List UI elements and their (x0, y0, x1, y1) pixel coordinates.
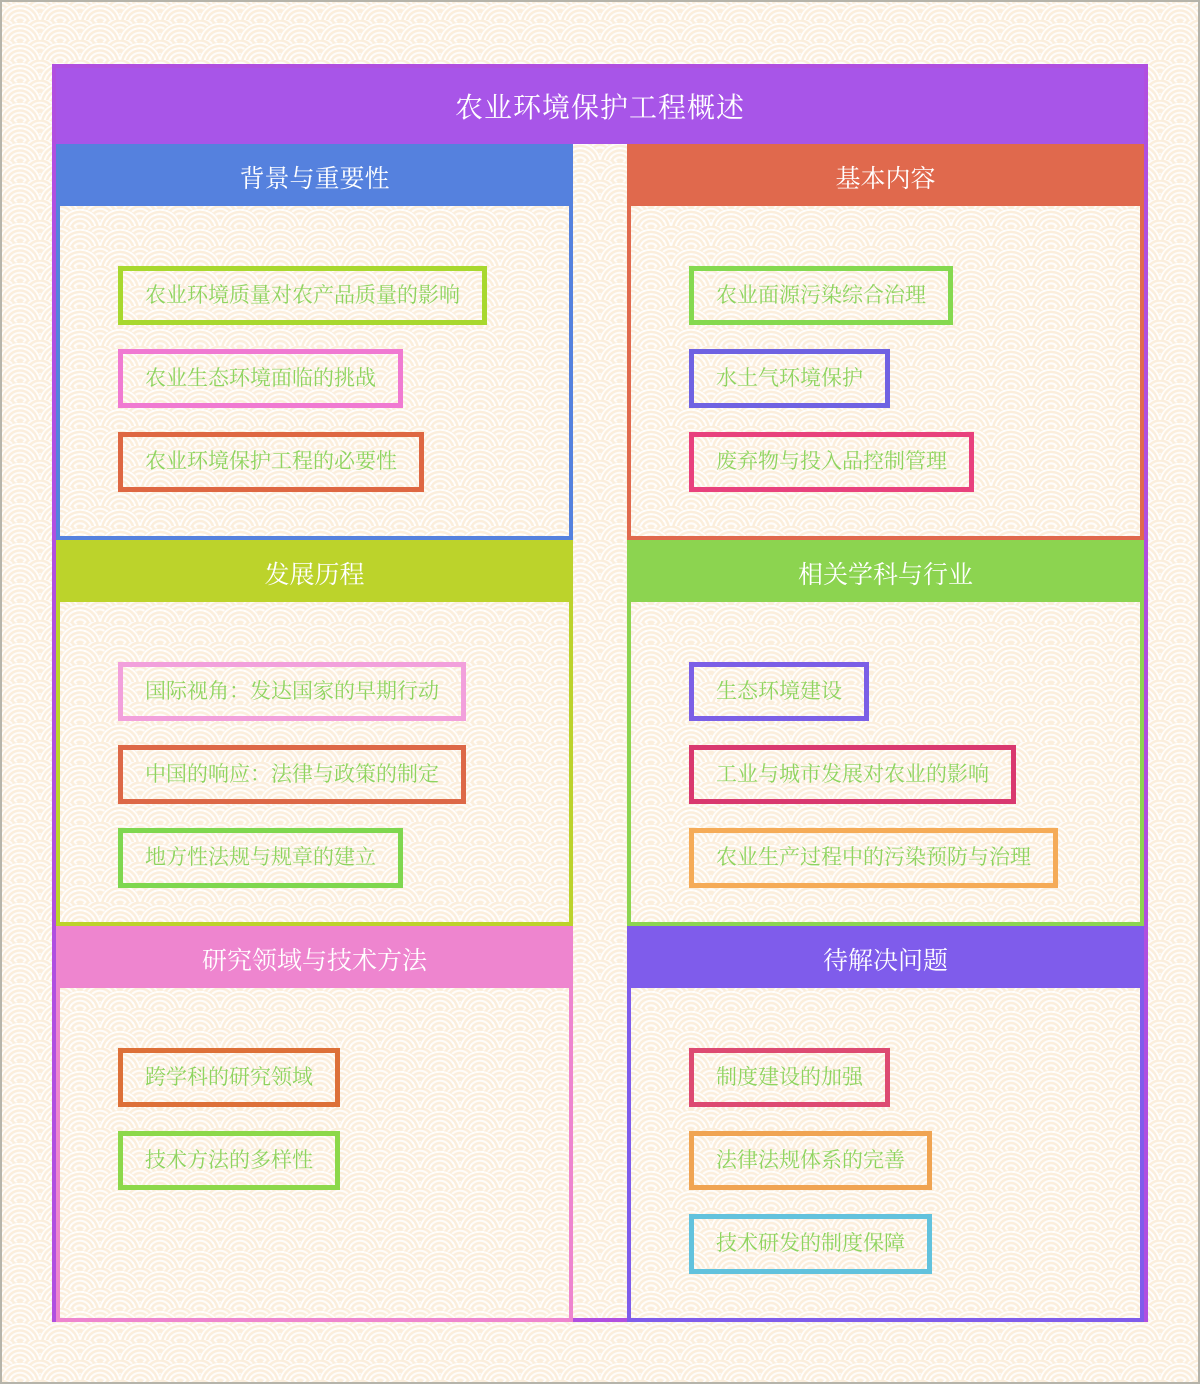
section-related-disciplines (627, 540, 1144, 926)
section-body-related-disciplines (631, 602, 1140, 922)
node-related-disciplines-2: 农业生产过程中的污染预防与治理 (689, 828, 1058, 887)
columns-wrapper (56, 144, 1144, 1322)
section-research-methods (56, 926, 573, 1322)
section-header-basic-content: 基本内容 (631, 148, 1140, 206)
section-header-research-methods: 研究领域与技术方法 (60, 930, 569, 988)
section-header-development-history: 发展历程 (60, 544, 569, 602)
node-development-history-1: 中国的响应：法律与政策的制定 (118, 745, 466, 804)
node-research-methods-1: 技术方法的多样性 (118, 1131, 340, 1190)
node-basic-content-1: 水土气环境保护 (689, 349, 890, 408)
section-header-background-importance: 背景与重要性 (60, 148, 569, 206)
node-unsolved-problems-0: 制度建设的加强 (689, 1048, 890, 1107)
section-body-basic-content (631, 206, 1140, 536)
node-development-history-0: 国际视角：发达国家的早期行动 (118, 662, 466, 721)
node-background-importance-0: 农业环境质量对农产品质量的影响 (118, 266, 487, 325)
page-title: 农业环境保护工程概述 (56, 68, 1144, 144)
node-development-history-2: 地方性法规与规章的建立 (118, 828, 403, 887)
column-right (627, 144, 1144, 1322)
node-related-disciplines-0: 生态环境建设 (689, 662, 869, 721)
section-basic-content (627, 144, 1144, 540)
node-basic-content-0: 农业面源污染综合治理 (689, 266, 953, 325)
section-body-background-importance (60, 206, 569, 536)
node-unsolved-problems-1: 法律法规体系的完善 (689, 1131, 932, 1190)
section-body-research-methods (60, 988, 569, 1318)
node-unsolved-problems-2: 技术研发的制度保障 (689, 1214, 932, 1273)
node-background-importance-2: 农业环境保护工程的必要性 (118, 432, 424, 491)
column-left (56, 144, 573, 1322)
section-background-importance (56, 144, 573, 540)
section-development-history (56, 540, 573, 926)
node-background-importance-1: 农业生态环境面临的挑战 (118, 349, 403, 408)
section-unsolved-problems (627, 926, 1144, 1322)
mindmap-frame (52, 64, 1148, 1322)
node-research-methods-0: 跨学科的研究领域 (118, 1048, 340, 1107)
node-basic-content-2: 废弃物与投入品控制管理 (689, 432, 974, 491)
section-header-unsolved-problems: 待解决问题 (631, 930, 1140, 988)
section-header-related-disciplines: 相关学科与行业 (631, 544, 1140, 602)
section-body-unsolved-problems (631, 988, 1140, 1318)
section-body-development-history (60, 602, 569, 922)
node-related-disciplines-1: 工业与城市发展对农业的影响 (689, 745, 1016, 804)
